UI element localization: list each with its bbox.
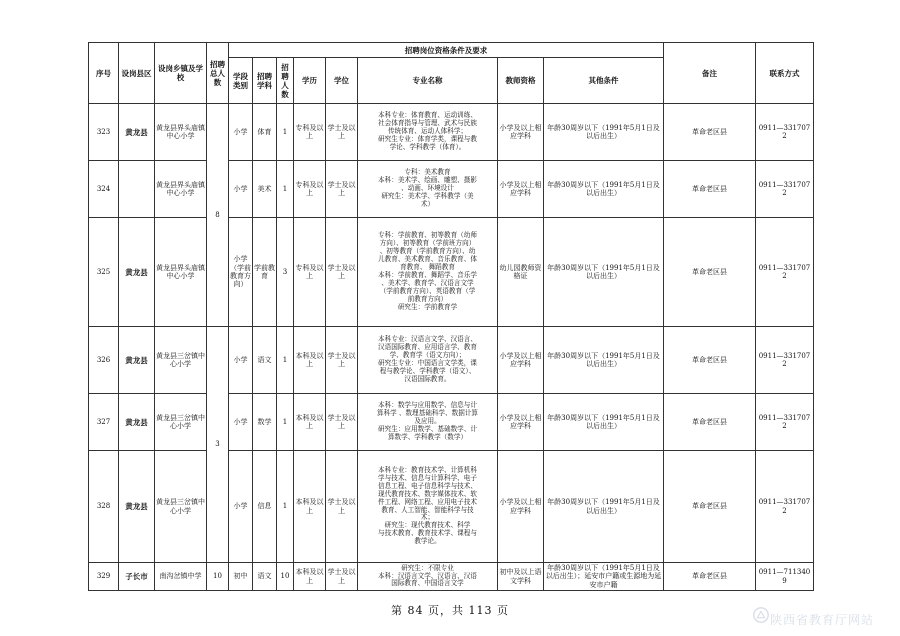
- cell-county: 黄龙县: [119, 394, 155, 451]
- cell-contact: 0911—7113409: [756, 563, 814, 591]
- page-footer: 第 84 页，共 113 页: [391, 604, 509, 617]
- cell-county: [119, 161, 155, 218]
- cell-seq: 329: [89, 563, 119, 591]
- cell-other: 年龄30周岁以下（1991年5月1日及以后出生）: [544, 104, 664, 161]
- cell-school: 南沟岔镇中学: [155, 563, 207, 591]
- cell-other: 年龄30周岁以下（1991年5月1日及以后出生）；延安市户籍或生源地为延安市户籍: [544, 563, 664, 591]
- header-seq: 序号: [89, 43, 119, 104]
- cell-count: 3: [277, 218, 294, 327]
- major-line: 现代教育技术、数字媒体技术、软: [378, 489, 477, 498]
- cell-other: 年龄30周岁以下（1991年5月1日及以后出生）: [544, 394, 664, 451]
- cell-subject: 语文: [253, 563, 277, 591]
- cell-contact: 0911—3317072: [756, 451, 814, 563]
- cell-edu: 专科及以上: [294, 161, 326, 218]
- header-note: 备注: [664, 43, 756, 104]
- header-other: 其他条件: [544, 58, 664, 104]
- cell-count: 1: [277, 451, 294, 563]
- cell-school: 黄龙县三岔镇中心小学: [155, 327, 207, 394]
- major-line: 、初等教育（学前教育方向）、幼: [379, 247, 476, 256]
- cell-school: 黄龙县三岔镇中心小学: [155, 451, 207, 563]
- major-line: 前教育方向）: [407, 294, 448, 303]
- cell-cert: 初中及以上语文学科: [498, 563, 544, 591]
- cell-stage: 小学: [229, 451, 253, 563]
- major-line: 本科：汉语言文学、汉语言、汉语: [378, 571, 477, 580]
- cell-edu: 本科及以上: [294, 327, 326, 394]
- cell-edu: 专科及以上: [294, 104, 326, 161]
- major-line: 学论、学科教学（体育）。: [389, 142, 466, 151]
- cell-cert: 小学及以上相应学科: [498, 161, 544, 218]
- cell-total: 10: [207, 563, 229, 591]
- cell-stage: 小学: [229, 394, 253, 451]
- header-degree: 学位: [326, 58, 358, 104]
- cell-cert: 小学及以上相应学科: [498, 104, 544, 161]
- table-row: [89, 451, 814, 563]
- cell-total: 3: [207, 327, 229, 563]
- cell-subject: 学前教育: [253, 218, 277, 327]
- major-line: 及应用。: [414, 417, 441, 426]
- header-county: 设岗县区: [119, 43, 155, 104]
- cell-degree: 学士及以上: [326, 161, 358, 218]
- major-line: 社会体育指导与管理、武术与民族: [378, 119, 477, 128]
- cell-degree: 学士及以上: [326, 563, 358, 591]
- cell-major: [358, 394, 498, 451]
- cell-subject: 美术: [253, 161, 277, 218]
- header-stage: 学段类别: [229, 58, 253, 104]
- major-line: 学与技术、信息与计算科学、电子: [378, 473, 477, 482]
- header-cert: 教师资格: [498, 58, 544, 104]
- cell-subject: 数学: [253, 394, 277, 451]
- major-line: 本科：学前教育、舞蹈学、音乐学: [378, 271, 477, 279]
- cell-county: 黄龙县: [119, 218, 155, 327]
- major-line: 儿教育、美术教育、音乐教育、体: [378, 255, 477, 264]
- cell-school: 黄龙县界头庙镇中心小学: [155, 161, 207, 218]
- major-line: 专科：美术教育: [404, 168, 451, 177]
- cell-degree: 学士及以上: [326, 327, 358, 394]
- recruitment-table: [88, 42, 814, 591]
- cell-note: 革命老区县: [664, 394, 756, 451]
- cell-school: 黄龙县三岔镇中心小学: [155, 394, 207, 451]
- major-line: 本科：数学与应用数学、信息与计: [378, 401, 477, 410]
- header-subject: 招聘学科: [253, 58, 277, 104]
- major-line: 学、教育学（语文方向）；: [389, 351, 466, 360]
- major-line: 件工程、网络工程、应用电子技术: [378, 497, 477, 506]
- major-line: 研究生：美术学、学科教学（美: [381, 191, 474, 200]
- cell-note: 革命老区县: [664, 451, 756, 563]
- cell-subject: 体育: [253, 104, 277, 161]
- cell-stage: 初中: [229, 563, 253, 591]
- cell-note: 革命老区县: [664, 563, 756, 591]
- cell-cert: 小学及以上相应学科: [498, 451, 544, 563]
- major-line: 方向）、初等教育（学前班方向）: [379, 239, 476, 248]
- cell-count: 1: [277, 104, 294, 161]
- major-line: 汉语国际教育、应用语言学、教育: [378, 343, 477, 352]
- header-requirements-group: 招聘岗位资格条件及要求: [229, 43, 664, 58]
- table-row: [89, 327, 814, 394]
- cell-edu: 专科及以上: [294, 218, 326, 327]
- cell-seq: 325: [89, 218, 119, 327]
- cell-edu: 本科及以上: [294, 563, 326, 591]
- cell-count: 1: [277, 327, 294, 394]
- major-line: 本科专业：教育技术学、计算机科: [378, 465, 477, 474]
- cell-seq: 326: [89, 327, 119, 394]
- cell-major: [358, 327, 498, 394]
- table-row: [89, 394, 814, 451]
- cell-major: [358, 104, 498, 161]
- header-total: 招聘总人数: [207, 43, 229, 104]
- cell-subject: 信息: [253, 451, 277, 563]
- major-line: 育教育、 舞蹈教育: [400, 263, 455, 272]
- cell-count: 10: [277, 563, 294, 591]
- cell-contact: 0911—3317072: [756, 327, 814, 394]
- header-school: 设岗乡镇及学校: [155, 43, 207, 104]
- cell-total: 8: [207, 104, 229, 327]
- cell-count: 1: [277, 394, 294, 451]
- major-line: 程与教学论、学科教学（语文）、: [379, 366, 476, 375]
- cell-degree: 学士及以上: [326, 394, 358, 451]
- cell-county: 黄龙县: [119, 451, 155, 563]
- major-line: 研究生：不限专业: [401, 563, 454, 572]
- cell-major: [358, 451, 498, 563]
- cell-major: [358, 563, 498, 591]
- header-row-1: [89, 43, 814, 58]
- cell-note: 革命老区县: [664, 104, 756, 161]
- cell-stage: 小学（学前教育方向）: [229, 218, 253, 327]
- cell-contact: 0911—3317072: [756, 161, 814, 218]
- major-line: 信息工程、电子信息科学与技术、: [378, 481, 477, 490]
- cell-note: 革命老区县: [664, 327, 756, 394]
- cell-edu: 本科及以上: [294, 394, 326, 451]
- major-line: 、动画、环境设计: [401, 184, 454, 193]
- major-line: 研究生：现代教育技术、科学: [384, 521, 471, 530]
- cell-seq: 327: [89, 394, 119, 451]
- cell-note: 革命老区县: [664, 218, 756, 327]
- major-line: 国际教育、中国语言文学: [391, 579, 464, 588]
- cell-county: 子长市: [119, 563, 155, 591]
- table-row: [89, 218, 814, 327]
- cell-seq: 328: [89, 451, 119, 563]
- cell-contact: 0911—3317072: [756, 218, 814, 327]
- major-line: 研究生：应用数学、基础数学、计: [378, 424, 477, 433]
- table-row: [89, 563, 814, 591]
- major-line: 算数学、学科教学（数学）: [387, 432, 468, 441]
- header-count: 招聘人数: [277, 58, 294, 104]
- major-line: 研究生专业：中国语言文学类，课: [378, 359, 477, 367]
- cell-note: 革命老区县: [664, 161, 756, 218]
- cell-other: 年龄30周岁以下（1991年5月1日及以后出生）: [544, 327, 664, 394]
- cell-degree: 学士及以上: [326, 451, 358, 563]
- header-contact: 联系方式: [756, 43, 814, 104]
- table-row: [89, 161, 814, 218]
- recruitment-table-sheet: [88, 42, 813, 590]
- cell-contact: 0911—3317072: [756, 104, 814, 161]
- cell-seq: 323: [89, 104, 119, 161]
- cell-other: 年龄30周岁以下（1991年5月1日及以后出生）: [544, 218, 664, 327]
- header-edu: 学历: [294, 58, 326, 104]
- cell-cert: 小学及以上相应学科: [498, 394, 544, 451]
- major-line: 传统体育、运动人体科学；: [387, 127, 468, 136]
- major-line: 研究生专业：体育学类，课程与教: [378, 134, 477, 143]
- cell-subject: 语文: [253, 327, 277, 394]
- cell-cert: 小学及以上相应学科: [498, 327, 544, 394]
- cell-stage: 小学: [229, 327, 253, 394]
- major-line: 本科专业：体育教育、运动训练、: [378, 111, 477, 120]
- cell-county: 黄龙县: [119, 104, 155, 161]
- cell-school: 黄龙县界头庙镇中心小学: [155, 218, 207, 327]
- cell-school: 黄龙县界头庙镇中心小学: [155, 104, 207, 161]
- cell-major: [358, 161, 498, 218]
- cell-county: 黄龙县: [119, 327, 155, 394]
- cell-other: 年龄30周岁以下（1991年5月1日及以后出生）: [544, 451, 664, 563]
- major-line: 与技术教育、教育技术学、课程与: [378, 529, 477, 538]
- major-line: 专科：学前教育、初等教育（幼师: [378, 231, 477, 240]
- cell-degree: 学士及以上: [326, 218, 358, 327]
- watermark-logo-icon: [752, 606, 770, 624]
- major-line: 研究生：学前教育学: [397, 302, 458, 311]
- major-line: 术；: [420, 513, 435, 522]
- major-line: 教育、人工智能、智能科学与技: [381, 505, 474, 514]
- cell-major: [358, 218, 498, 327]
- cell-count: 1: [277, 161, 294, 218]
- major-line: 汉语国际教育。: [404, 374, 451, 383]
- major-line: （学前教育方向）、英语教育（学: [379, 286, 476, 295]
- major-line: 算科学 、数理基础科学、数据计算: [376, 409, 478, 418]
- cell-contact: 0911—3317072: [756, 394, 814, 451]
- watermark-text: 陕西省教育厅网站: [769, 613, 874, 627]
- cell-cert: 幼儿园教师资格证: [498, 218, 544, 327]
- header-major: 专业名称: [358, 58, 498, 104]
- major-line: 、美术学、教育学、汉语言文学: [381, 278, 474, 287]
- cell-degree: 学士及以上: [326, 104, 358, 161]
- cell-edu: 本科及以上: [294, 451, 326, 563]
- major-line: 教学论。: [414, 537, 441, 546]
- major-line: 本科：美术学、绘画、雕塑、摄影: [378, 176, 477, 185]
- cell-seq: 324: [89, 161, 119, 218]
- cell-other: 年龄30周岁以下（1991年5月1日及以后出生）: [544, 161, 664, 218]
- cell-stage: 小学: [229, 104, 253, 161]
- cell-stage: 小学: [229, 161, 253, 218]
- table-row: [89, 104, 814, 161]
- major-line: 术）: [420, 199, 435, 208]
- major-line: 本科专业：汉语言文学、汉语言、: [378, 335, 477, 344]
